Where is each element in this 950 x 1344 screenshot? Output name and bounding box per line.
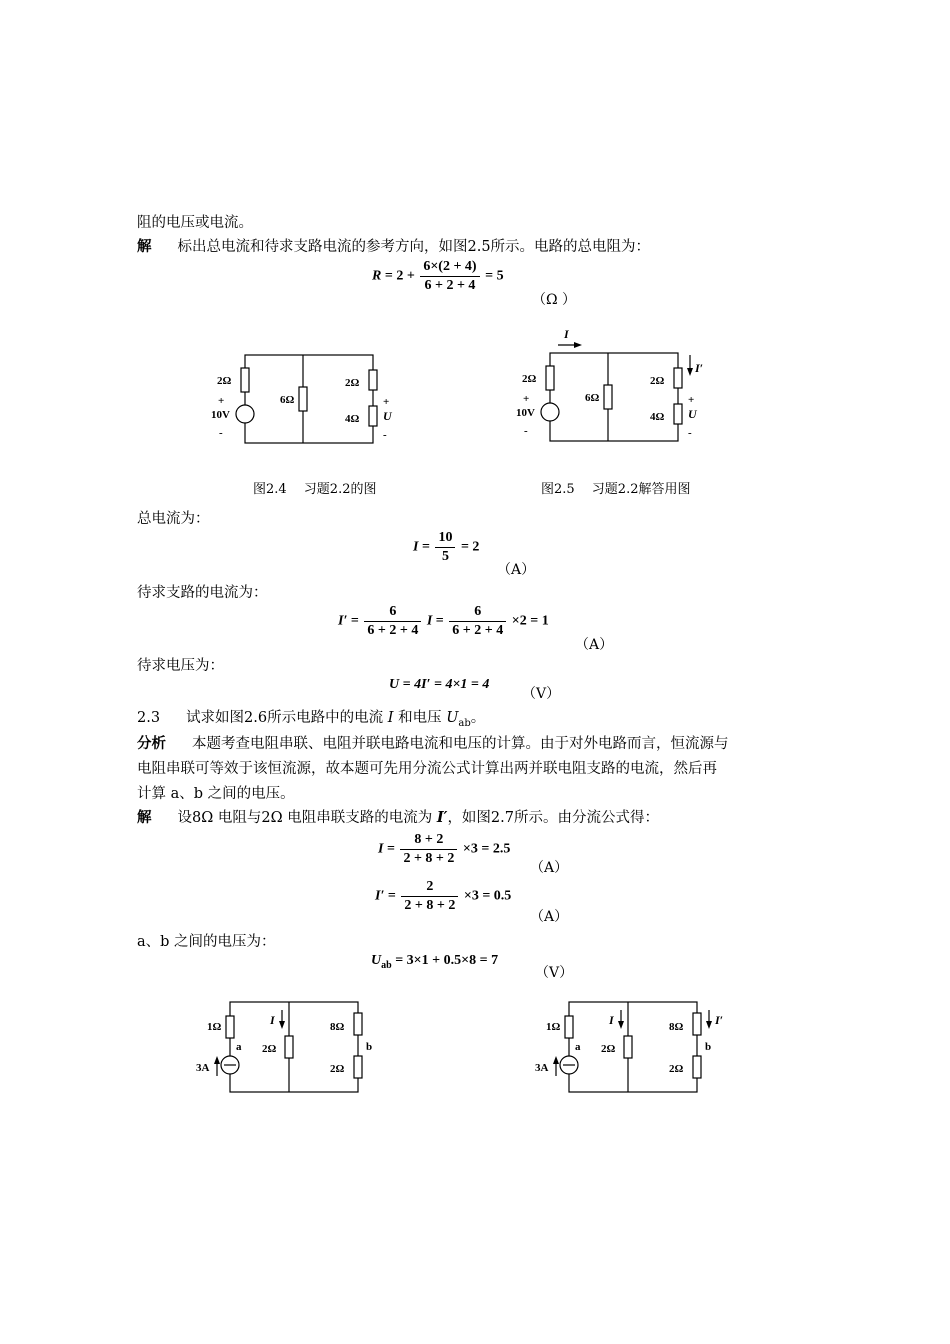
text-line: 待求电压为： xyxy=(137,658,224,674)
svg-text:8Ω: 8Ω xyxy=(330,1021,345,1033)
svg-text:I: I xyxy=(609,1013,614,1027)
equation-voltage-ab: $U_{ab} = 3\times 1 + 0.5\times 8 = 7$ xyxy=(371,953,499,971)
svg-text:-: - xyxy=(524,425,528,437)
svg-text:2Ω: 2Ω xyxy=(345,377,360,389)
analysis-line: 计算 a、b 之间的电压。 xyxy=(137,786,295,802)
equation-branch-current: I′ = $\frac{6}{6 + 2 + 4}$ I = $\frac{6}{6 + 2 + 4}$ ×2 = 1 xyxy=(338,604,549,638)
unit-label: （V） xyxy=(522,686,561,702)
figure-caption: 图2.5 习题2.2解答用图 xyxy=(541,482,691,497)
unit-label: （Ω ） xyxy=(532,292,577,308)
svg-text:10V: 10V xyxy=(516,407,535,419)
svg-text:-: - xyxy=(688,427,692,439)
svg-text:U: U xyxy=(383,409,392,423)
circuit-figure-2-6 xyxy=(190,992,390,1102)
unit-label: （A） xyxy=(575,637,614,653)
svg-text:2Ω: 2Ω xyxy=(522,373,537,385)
svg-text:+: + xyxy=(218,395,225,407)
analysis-label: 分析 xyxy=(137,735,166,752)
equation-voltage: U = 4I′ = 4×1 = 4 xyxy=(389,677,490,692)
text-line: 总电流为： xyxy=(137,511,210,527)
svg-text:I: I xyxy=(270,1013,275,1027)
text-line: a、b 之间的电压为： xyxy=(137,934,276,950)
svg-text:6Ω: 6Ω xyxy=(585,392,600,404)
text-line xyxy=(137,237,650,257)
svg-text:a: a xyxy=(236,1041,242,1053)
svg-text:b: b xyxy=(705,1041,712,1053)
svg-text:2Ω: 2Ω xyxy=(650,375,665,387)
analysis-line: 分析 本题考查电阻串联、电阻并联电路电流和电压的计算。由于对外电路而言，恒流源与 xyxy=(137,735,729,752)
solution-label: 解 xyxy=(137,238,152,255)
circuit-figure-2-5 xyxy=(500,322,730,455)
solution-label: 解 xyxy=(137,809,152,826)
svg-text:2Ω: 2Ω xyxy=(330,1063,345,1075)
svg-text:4Ω: 4Ω xyxy=(345,413,360,425)
svg-text:2Ω: 2Ω xyxy=(669,1063,684,1075)
text-line: 待求支路的电流为： xyxy=(137,585,268,601)
svg-text:8Ω: 8Ω xyxy=(669,1021,684,1033)
svg-text:+: + xyxy=(688,394,695,406)
svg-text:2Ω: 2Ω xyxy=(262,1043,277,1055)
svg-text:+: + xyxy=(383,396,390,408)
svg-text:I: I xyxy=(564,327,569,341)
svg-text:-: - xyxy=(219,427,223,439)
solution-line: 解 设8Ω 电阻与2Ω 电阻串联支路的电流为 I′，如图2.7所示。由分流公式得： xyxy=(137,809,659,826)
svg-text:3A: 3A xyxy=(535,1062,549,1074)
unit-label: （V） xyxy=(535,965,574,981)
svg-text:+: + xyxy=(523,393,530,405)
svg-text:3A: 3A xyxy=(196,1062,210,1074)
svg-text:-: - xyxy=(383,429,387,441)
circuit-figure-2-4 xyxy=(195,340,425,455)
figure-caption: 图2.4 习题2.2的图 xyxy=(253,482,377,497)
svg-text:b: b xyxy=(366,1041,373,1053)
svg-text:1Ω: 1Ω xyxy=(207,1021,222,1033)
problem-2-3: 2.3 试求如图2.6所示电路中的电流 I 和电压 $U_{ab}$。 xyxy=(137,710,486,729)
equation-total-resistance: R = 2 + $\frac{6\times(2 + 4)}{6 + 2 + 4}$ = 5 xyxy=(372,259,504,293)
unit-label: （A） xyxy=(497,562,536,578)
svg-text:U: U xyxy=(688,407,697,421)
svg-text:10V: 10V xyxy=(211,409,230,421)
svg-text:2Ω: 2Ω xyxy=(217,375,232,387)
circuit-figure-2-7 xyxy=(529,992,739,1102)
svg-text:6Ω: 6Ω xyxy=(280,394,295,406)
analysis-line: 电阻串联可等效于该恒流源，故本题可先用分流公式计算出两并联电阻支路的电流，然后再 xyxy=(137,761,717,777)
equation-total-current: I = $\frac{10}{5}$ = 2 xyxy=(413,530,480,564)
text-line: 阻的电压或电流。 xyxy=(137,215,253,231)
svg-text:4Ω: 4Ω xyxy=(650,411,665,423)
svg-text:I′: I′ xyxy=(695,361,704,375)
svg-text:a: a xyxy=(575,1041,581,1053)
solution-text: 标出总电流和待求支路电流的参考方向，如图2.5所示。电路的总电阻为： xyxy=(177,239,651,255)
unit-label: （A） xyxy=(530,909,569,925)
equation-current-I-prime: I′ = $\frac{2}{2 + 8 + 2}$ ×3 = 0.5 xyxy=(375,879,512,913)
equation-current-I: I = $\frac{8 + 2}{2 + 8 + 2}$ ×3 = 2.5 xyxy=(378,832,511,866)
unit-label: （A） xyxy=(530,860,569,876)
svg-text:I′: I′ xyxy=(715,1013,724,1027)
svg-text:1Ω: 1Ω xyxy=(546,1021,561,1033)
svg-text:2Ω: 2Ω xyxy=(601,1043,616,1055)
